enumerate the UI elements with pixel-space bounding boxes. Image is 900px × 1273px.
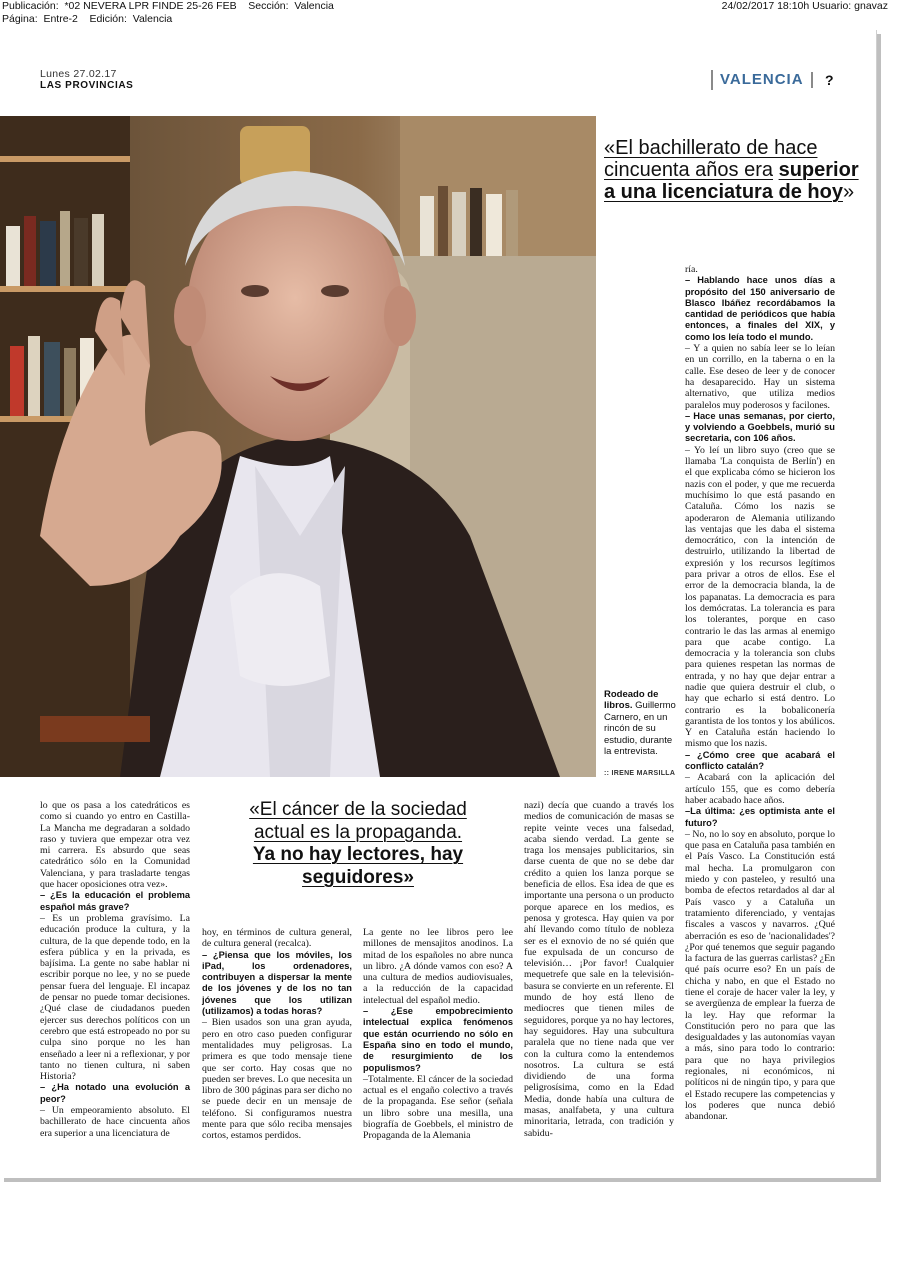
- interview-question: – Hablando hace unos días a propósito del 150 aniversario de Blasco Ibáñez recordábamos la cantidad de periódicos que había entonces, a finales del XIX, y como los leía todo el mundo.: [685, 275, 835, 342]
- publication-name: LAS PROVINCIAS: [40, 80, 134, 91]
- section-divider: [811, 72, 813, 88]
- interview-paragraph: La gente no lee libros pero lee millones de mensajitos anodinos. La mitad de los españoles no abre nunca un libro. ¿A dónde vamos con eso? A una cultura de medios audiovisuales, a la reducción de la capacidad intelectual del español medio.: [363, 927, 513, 1006]
- section-mark: ?: [825, 72, 834, 88]
- article-column-5: [685, 264, 835, 1123]
- print-metadata-left: Publicación: *02 NEVERA LPR FINDE 25-26 FEB Sección: Valencia Página: Entre-2 Edición: Valencia: [2, 0, 334, 25]
- interview-question: – ¿Ese empobrecimiento intelectual explica fenómenos que están ocurriendo no sólo en España sino en todo el mundo, de resurgimiento de los populismos?: [363, 1006, 513, 1073]
- interview-paragraph: lo que os pasa a los catedráticos es como si cuando yo entro en Castilla-La Mancha me degradaran a soldado raso y tuviera que empezar otra vez mi carrera. Es absurdo que seas catedrático sólo en la Comunidad Valenciana, y para trasladarte tengas que hacer oposiciones otra vez».: [40, 800, 190, 891]
- photo-caption-title: Rodeado de libros.: [604, 689, 659, 712]
- interview-question: – ¿Cómo cree que acabará el conflicto catalán?: [685, 749, 835, 772]
- interview-question: – ¿Piensa que los móviles, los iPad, los ordenadores, contribuyen a dispersar la mente de los jóvenes y de los no tan jóvenes que los utilizan (utilizamos) a todas horas?: [202, 949, 352, 1017]
- interview-photo: [0, 116, 596, 777]
- photo-credit: :: IRENE MARSILLA: [604, 770, 676, 777]
- interview-paragraph: – No, no lo soy en absoluto, porque lo que pasa en Cataluña pasa también en el País Vasco. La Constitución está mal hecha. La promulgaron con miedo y con pasteleo, y resultó una bomba de efectos retardados al dar al País vasco y a Cataluña un tratamiento diferenciado, y ventajas fiscales a vascos y navarros. ¿Qué aberración es eso de 'nacionalidades'? ¿Por qué tenemos que seguir pagando la factura de las guerras carlistas? ¿En qué país ocurre eso? En un país de chicha y nabo, en que el Estado no tiene el coraje de hacer valer la ley, y se avergüenza de emplear la fuerza de la ley. Hay que reformar la Constitución pero no para que las desigualdades y las autonomías vayan a más, sino para todo lo contrario: para que no haya privilegios regionales, ni económicos, ni políticos ni de ningún tipo, y para que el Estado recupere las competencias y los poderes que nunca debió abandonar.: [685, 828, 835, 1123]
- print-metadata-bar: [0, 0, 900, 30]
- issue-date: Lunes 27.02.17: [40, 68, 117, 80]
- article-column-4: [524, 800, 674, 1139]
- article-column-2: [202, 927, 352, 1142]
- interview-paragraph: –Totalmente. El cáncer de la sociedad actual es el engaño colectivo a través de la propaganda. Ese señor (señala un libro sobre una mesilla, una biografía de Goebbels, el ministro de Propaganda de la Alemania: [363, 1073, 513, 1142]
- section-label: VALENCIA: [711, 70, 804, 90]
- interview-question: – Hace unas semanas, por cierto, y volviendo a Goebbels, murió su secretaria, con 106 años.: [685, 410, 835, 444]
- pull-quote-bachillerato: [604, 137, 864, 203]
- interview-paragraph: ría.: [685, 264, 698, 275]
- interview-paragraph: – Yo leí un libro suyo (creo que se llamaba 'La conquista de Berlín') en el que explicaba cómo se hicieron los nazis con el poder, y que me recuerda muchísimo lo que está pasando en Cataluña. Cómo los nazis se apoderaron de Alemania utilizando las ventajas que les daba el sistema democrático, con la intención de destruirlo, utilizando la libertad de expresión y los recursos legítimos para privar a otros de ellos. Ese el error de la democracia blanda, la de los papanatas. La democracia es para los demócratas. La tolerancia es para los tolerantes, porque en caso contrario le das las armas al enemigo para que acabe contigo. La democracia y la tolerancia son clubs para quienes respetan las normas de entrada, y no hay que dejar entrar a nadie que quiera destruir el club, o hay que echarlo si está dentro. Lo contrario es la bobaliconería garantista de los tontos y los abúlicos. Y en Cataluña están haciendo lo mismo que los nazis.: [685, 444, 835, 750]
- interview-paragraph: – Es un problema gravísimo. La educación produce la cultura, y la cultura, de la que depende todo, en la esfera pública y en la privada, es bajísima. La gente no sabe hablar ni escribir porque no lee, y no se puede pensar fuera del lenguaje. El incapaz de pensar no puede tomar decisiones. ¿Qué clase de ciudadanos pueden ejercer sus derechos políticos con un cerebro que está estropeado no por su culpa sino porque no les han enseñado a leer ni a reflexionar, y por tanto no tienen cultura, ni saben Historia?: [40, 912, 190, 1083]
- pull-quote-bachillerato-lead: «El bachillerato de hace cincuenta años era: [604, 137, 818, 181]
- print-metadata-right: 24/02/2017 18:10h Usuario: gnavaz: [721, 0, 888, 12]
- interview-paragraph: – Y a quien no sabía leer se lo leían en un corrillo, en la taberna o en la calle. Ese deseo de leer y de conocer ha desaparecido. Hay un sistema alternativo, que utiliza medios paralelos muy poderosos y facilones.: [685, 343, 835, 411]
- interview-paragraph: nazi) decía que cuando a través los medios de comunicación de masas se repite veinte veces una falsedad, acaba siendo verdad. La gente se traga los mensajes publicitarios, sin darse cuenta de que no se debe dar crédito a quien los lanza porque se beneficia de ellos. Esa idea de que es importante una persona o un producto porque aparece en los medios, es penosa y grotesca. Hay quien va por ahí llevando como título de nobleza ser es el exnovio de no sé quién que fue expulsada de un concurso de televisión… ¡Por favor! Cualquier mequetrefe que sale en la televisión-basura se convierte en un referente. El mundo de hoy está lleno de mediocres que tienen miles de seguidores, porque ya no hay lectores, hay seguidores. Hay una subcultura paralela que no tiene nada que ver con la cultura como la entendemos nosotros. La cultura se está dividiendo de una forma peligrosísima, como en la Edad Media, donde había una cultura de masas, analfabeta, y una cultura minoritaria, letrada, con tradición y sabidu-: [524, 800, 674, 1139]
- pull-quote-bachillerato-emphasis: superior a una licenciatura de hoy: [604, 159, 859, 203]
- article-column-1: [40, 800, 190, 1139]
- pull-quote-propaganda-lead: «El cáncer de la sociedad actual es la propaganda.: [249, 799, 467, 843]
- interview-question: –La última: ¿es optimista ante el futuro?: [685, 806, 835, 828]
- interview-question: – ¿Es la educación el problema español más grave?: [40, 890, 190, 912]
- pull-quote-propaganda-emphasis: Ya no hay lectores, hay seguidores»: [252, 844, 464, 888]
- interview-photo-graphic: [0, 116, 596, 777]
- photo-caption: [604, 689, 676, 757]
- pull-quote-propaganda: [238, 799, 478, 889]
- interview-paragraph: – Un empeoramiento absoluto. El bachillerato de hace cincuenta años era superior a una licenciatura de: [40, 1105, 190, 1139]
- interview-question: – ¿Ha notado una evolución a peor?: [40, 1082, 190, 1104]
- interview-paragraph: hoy, en términos de cultura general, de cultura general (recalca).: [202, 927, 352, 950]
- article-column-3: [363, 927, 513, 1142]
- photo-caption-text: Guillermo Carnero, en un rincón de su estudio, durante la entrevista.: [604, 700, 676, 758]
- interview-paragraph: – Acabará con la aplicación del artículo 155, que es como debería haber acabado hace años.: [685, 772, 835, 806]
- pull-quote-bachillerato-close: »: [842, 181, 855, 203]
- interview-paragraph: – Bien usados son una gran ayuda, pero en otro caso pueden configurar mentalidades muy peligrosas. La primera es que todo mensaje tiene que ser corto. Hay cosas que no pueden ser breves. Lo que necesita un libro de 300 páginas para ser dicho no se puede decir en un mensaje de teléfono. Si configuramos nuestra mente para que sólo reciba mensajes cortos, estamos perdidos.: [202, 1017, 352, 1142]
